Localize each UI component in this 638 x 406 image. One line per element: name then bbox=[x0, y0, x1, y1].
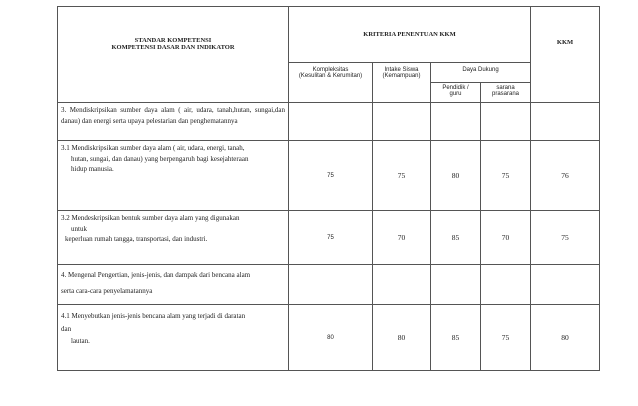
header-pendidik-line2: guru bbox=[449, 91, 462, 97]
table-row-kd-4-1 bbox=[58, 305, 600, 371]
kd-4-1-text bbox=[58, 305, 289, 371]
kd-3-2-sarana: 70 bbox=[481, 211, 531, 265]
empty-cell bbox=[289, 265, 373, 305]
header-daya-dukung-label: Daya Dukung bbox=[462, 67, 499, 73]
header-intake-line1: Intake Siswa bbox=[384, 67, 419, 73]
kd-4-1-kompleksitas: 80 bbox=[289, 305, 373, 371]
sk-4-text bbox=[58, 265, 289, 305]
kd-3-2-intake: 70 bbox=[373, 211, 431, 265]
kd-3-1-kompleksitas: 75 bbox=[289, 141, 373, 211]
kd-3-1-text bbox=[58, 141, 289, 211]
empty-cell bbox=[373, 265, 431, 305]
empty-cell bbox=[431, 103, 481, 141]
kkm-table bbox=[57, 6, 600, 371]
kd-3-2-kkm: 75 bbox=[531, 211, 600, 265]
header-sarana-line1: sarana bbox=[496, 85, 515, 91]
kd-3-2-pendidik: 85 bbox=[431, 211, 481, 265]
header-kriteria-label: KRITERIA PENENTUAN KKM bbox=[363, 31, 456, 38]
kd-4-1-line2: dan bbox=[61, 324, 72, 333]
empty-cell bbox=[481, 103, 531, 141]
header-intake bbox=[373, 63, 431, 103]
table-row-sk-4 bbox=[58, 265, 600, 305]
header-kkm-label: KKM bbox=[556, 39, 574, 46]
table-row-kd-3-2 bbox=[58, 211, 600, 265]
kd-4-1-line3: lautan. bbox=[71, 337, 90, 345]
header-kompleksitas-line2: (Kesulitan & Kerumitan) bbox=[298, 73, 363, 79]
kd-3-1-sarana: 75 bbox=[481, 141, 531, 211]
kd-3-1-line3: hidup manusia. bbox=[71, 165, 114, 173]
sk-3-line2: sungai,dan danau) dan energi serta upaya pelestarian dan bbox=[61, 106, 285, 125]
sk-3-line1: 3. Mendiskripsikan sumber daya alam ( air, udara, tanah,hutan, bbox=[61, 106, 252, 114]
header-sarana-line2: prasarana bbox=[492, 91, 520, 97]
kd-3-2-kompleksitas: 75 bbox=[289, 211, 373, 265]
kd-4-1-sarana: 75 bbox=[481, 305, 531, 371]
kd-4-1-line1: 4.1 Menyebutkan jenis-jenis bencana alam yang terjadi di daratan bbox=[61, 312, 246, 320]
empty-cell bbox=[431, 265, 481, 305]
header-standar-line2: KOMPETENSI DASAR DAN INDIKATOR bbox=[111, 44, 235, 51]
header-kompleksitas bbox=[289, 63, 373, 103]
empty-cell bbox=[531, 103, 600, 141]
header-kompleksitas-line1: Kompleksitas bbox=[312, 67, 349, 73]
kd-4-1-pendidik: 85 bbox=[431, 305, 481, 371]
header-standar-kompetensi bbox=[58, 7, 289, 103]
kd-3-2-line1: 3.2 Mendeskripsikan bentuk sumber daya alam yang digunakan bbox=[61, 214, 240, 222]
header-intake-line2: (Kemampuan) bbox=[382, 73, 421, 79]
kd-3-1-kkm: 76 bbox=[531, 141, 600, 211]
kd-3-1-pendidik: 80 bbox=[431, 141, 481, 211]
empty-cell bbox=[373, 103, 431, 141]
table-row-kd-3-1 bbox=[58, 141, 600, 211]
sk-4-line1: 4. Mengenal Pengertian, jenis-jenis, dan dampak dari bencana alam bbox=[61, 271, 251, 279]
header-standar-line1: STANDAR KOMPETENSI bbox=[134, 37, 212, 44]
kd-4-1-intake: 80 bbox=[373, 305, 431, 371]
kd-3-2-text bbox=[58, 211, 289, 265]
header-pendidik-line1: Pendidik / bbox=[442, 85, 469, 91]
sk-4-line2: serta cara-cara penyelamatannya bbox=[61, 286, 153, 295]
header-pendidik bbox=[431, 83, 481, 103]
header-kkm bbox=[531, 7, 600, 103]
empty-cell bbox=[531, 265, 600, 305]
kd-4-1-kkm: 80 bbox=[531, 305, 600, 371]
kd-3-2-line2: untuk bbox=[71, 224, 87, 233]
kd-3-1-intake: 75 bbox=[373, 141, 431, 211]
table-row-sk-3 bbox=[58, 103, 600, 141]
sk-3-text bbox=[58, 103, 289, 141]
kd-3-2-line3: keperluan rumah tangga, transportasi, dan industri. bbox=[65, 235, 208, 243]
sk-3-line3: penghematannya bbox=[190, 116, 238, 125]
empty-cell bbox=[289, 103, 373, 141]
empty-cell bbox=[481, 265, 531, 305]
header-daya-dukung bbox=[431, 63, 531, 83]
header-sarana bbox=[481, 83, 531, 103]
kd-3-1-line2: hutan, sungai, dan danau) yang berpengaruh bagi kesejahteraan bbox=[71, 154, 249, 163]
header-kriteria bbox=[289, 7, 531, 63]
kd-3-1-line1: 3.1 Mendiskripsikan sumber daya alam ( air, udara, energi, tanah, bbox=[61, 144, 245, 152]
